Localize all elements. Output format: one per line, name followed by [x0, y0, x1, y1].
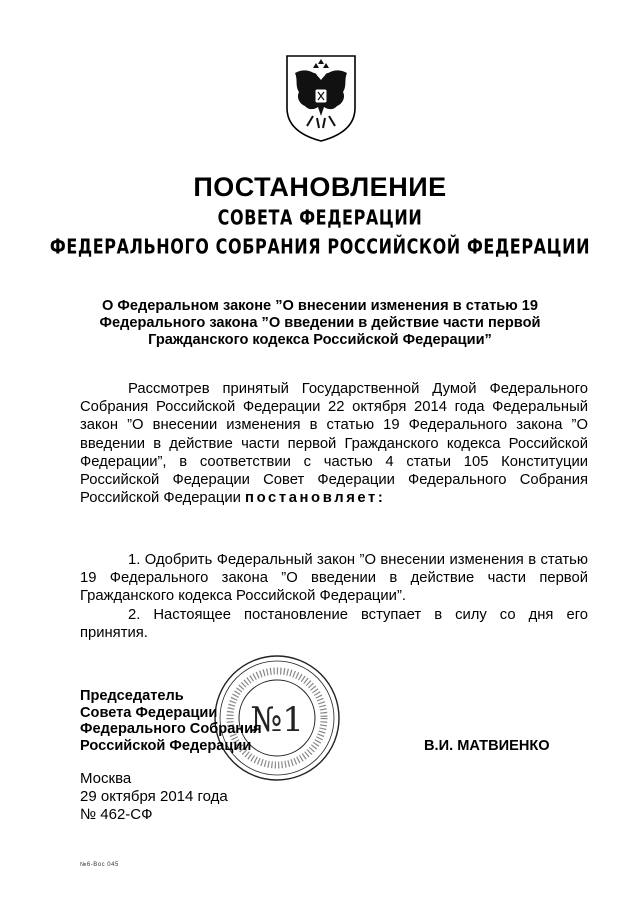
preamble-paragraph [80, 380, 588, 507]
preamble-text: Рассмотрев принятый Государственной Думой Федерального Собрания Российской Федерации 22 октября 2014 года Федеральный закон ”О внесении изменения в статью 19 Федерального закона ”О введении в действие части первой Гражданского кодекса Российской Федерации”, в соответствии с частью 4 статьи 105 Конституции Российской Федерации Совет Федерации Федерального Собрания Российской Федерации [80, 381, 588, 507]
signatory-line: Совета Федерации [80, 704, 218, 721]
issuing-body-line1: СОВЕТА ФЕДЕРАЦИИ [217, 205, 423, 230]
signatory-line: Председатель [80, 688, 184, 704]
subject-line: Федерального закона ”О введении в действие части первой [99, 315, 541, 331]
signatory-title [80, 688, 262, 754]
place-date-number [80, 770, 228, 824]
city: Москва [80, 770, 132, 787]
signatory-line: Российской Федерации [80, 737, 252, 754]
signatory-name: В.И. МАТВИЕНКО [424, 738, 550, 754]
document-subject [70, 298, 570, 349]
footer-code: №6-Вос 045 [80, 862, 119, 868]
date: 29 октября 2014 года [80, 788, 228, 805]
document-title: ПОСТАНОВЛЕНИЕ [193, 172, 447, 202]
seal-number: №1 [250, 700, 304, 740]
coat-of-arms-icon [283, 52, 359, 144]
document-number: № 462-СФ [80, 806, 153, 823]
decree-item-1: 1. Одобрить Федеральный закон ”О внесении изменения в статью 19 Федерального закона ”О введении в действие части первой Гражданского кодекса Российской Федерации”. [80, 552, 588, 605]
decree-items [80, 551, 588, 642]
subject-line: О Федеральном законе ”О внесении изменения в статью 19 [101, 298, 538, 314]
subject-line: Гражданского кодекса Российской Федерации” [148, 332, 492, 348]
decree-item-2: 2. Настоящее постановление вступает в силу со дня его принятия. [80, 606, 588, 641]
decree-word: постановляет: [245, 490, 386, 507]
signatory-line: Федерального Собрания [80, 721, 262, 738]
issuing-body-line2: ФЕДЕРАЛЬНОГО СОБРАНИЯ РОССИЙСКОЙ ФЕДЕРАЦИИ [49, 234, 591, 259]
